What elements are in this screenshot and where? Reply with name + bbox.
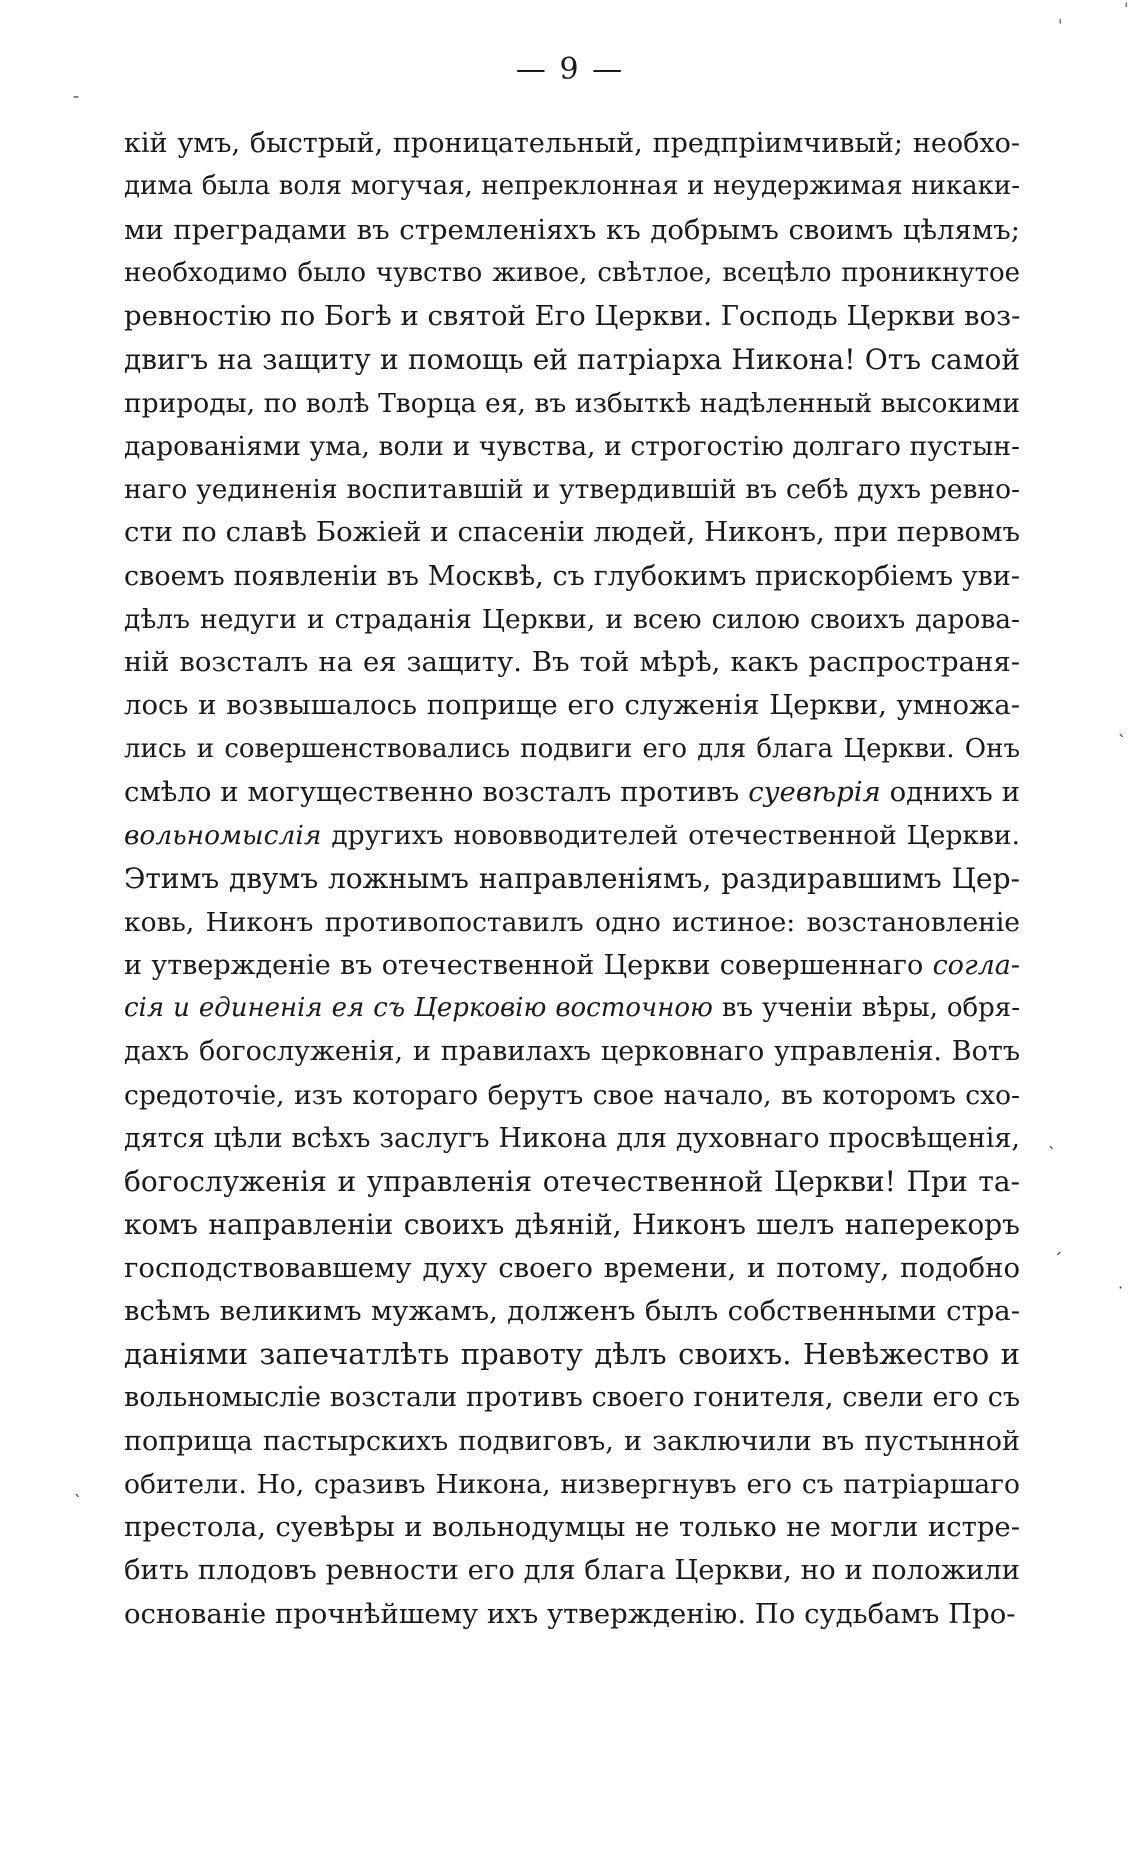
page-number: — 9 — [515,52,625,87]
text-line [124,987,1020,1030]
text-line [124,901,1020,944]
text-segment: смѣло и могущественно возсталъ противъ [124,775,749,808]
text-segment: ній возсталъ на ея защиту. Въ той мѣрѣ, какъ распространя- [124,646,1020,678]
body-text [124,122,1020,1636]
text-segment: въ ученіи вѣры, обря- [712,993,1020,1023]
italic-text-segment: суевѣрія [748,775,881,808]
text-segment: и утвержденіе въ отечественной Церкви совершеннаго [124,949,933,981]
text-segment: кій умъ, быстрый, проницательный, предпріимчивый; необхо- [124,128,1020,159]
text-line [124,1247,1020,1290]
text-line [124,1333,1020,1376]
text-line [124,857,1020,900]
text-segment: другихъ нововводителей отечественной Церкви. [321,820,1020,851]
italic-text-segment: сія и единенія ея съ Церковію восточною [124,993,713,1023]
text-segment: господствовавшему духу своего времени, и потому, подобно [124,1251,1020,1284]
scan-speck: ˎ [74,1478,82,1497]
text-line [124,1030,1020,1073]
text-segment: ревностію по Богѣ и святой Его Церкви. Господь Церкви воз- [124,300,1021,332]
text-line [124,1593,1020,1636]
text-segment: даніями запечатлѣть правоту дѣлъ своихъ. Невѣжество и [124,1337,1020,1371]
text-segment: природы, по волѣ Творца ея, въ избыткѣ надѣленный высокими [124,387,1020,419]
scan-speck: ˎ [1048,1130,1056,1149]
text-segment: дятся цѣли всѣхъ заслугъ Никона для духовнаго просвѣщенія, [124,1122,1020,1154]
scan-speck: · [1118,1278,1124,1297]
text-line [124,814,1020,857]
text-segment: основаніе прочнѣйшему ихъ утвержденію. По судьбамъ Про- [124,1597,1016,1630]
text-line [124,944,1020,987]
text-line [124,338,1020,381]
text-line [124,1290,1020,1333]
text-line [124,511,1020,554]
text-line [124,1203,1020,1246]
text-line [124,382,1020,425]
scan-speck: ˈ [1124,0,1129,19]
text-line [124,641,1020,684]
text-line [124,1463,1020,1506]
text-segment: своемъ появленіи въ Москвѣ, съ глубокимъ прискорбіемъ уви- [124,560,1020,592]
text-segment: Этимъ двумъ ложнымъ направленіямъ, раздиравшимъ Цер- [124,862,1020,896]
text-line [124,771,1020,814]
text-segment: престола, суевѣры и вольнодумцы не только не могли истре- [124,1511,1020,1543]
text-segment: обители. Но, сразивъ Никона, низвергнувъ его съ патріаршаго [124,1468,1020,1500]
text-line [124,598,1020,641]
text-line [124,209,1020,252]
text-line [124,1506,1020,1549]
text-segment: сти по славѣ Божіей и спасеніи людей, Никонъ, при первомъ [124,516,1020,549]
text-line [124,295,1020,338]
text-segment: комъ направленіи своихъ дѣяній, Никонъ шелъ наперекоръ [124,1208,1020,1242]
text-line [124,425,1020,468]
text-line [124,1160,1020,1203]
text-segment: средоточіе, изъ котораго берутъ свое начало, въ которомъ схо- [124,1079,1020,1111]
text-segment: дѣлъ недуги и страданія Церкви, и всею силою своихъ дарова- [124,603,1020,635]
text-segment: богослуженія и управленія отечественной Церкви! При та- [124,1165,1020,1198]
text-line [124,1420,1020,1463]
text-segment: наго уединенія воспитавшій и утвердившій въ себѣ духъ ревно- [124,474,1020,505]
text-segment: дима была воля могучая, непреклонная и неудержимая никаки- [124,171,1020,202]
text-segment: лись и совершенствовались подвиги его для блага Церкви. Онъ [124,733,1020,764]
text-segment: однихъ и [880,775,1020,808]
text-line [124,122,1020,165]
text-segment: вольномысліе возстали противъ своего гонителя, свели его съ [124,1382,1020,1414]
text-segment: двигъ на защиту и помощь ей патріарха Никона! Отъ самой [124,343,1020,377]
text-line [124,728,1020,771]
scan-speck: ˏ [1054,1236,1062,1255]
italic-text-segment: согла- [932,949,1020,981]
text-segment: ми преградами въ стремленіяхъ къ добрымъ своимъ цѣлямъ; [124,213,1020,246]
scan-speck: ˎ [1118,718,1126,737]
text-line [124,252,1020,295]
text-line [124,165,1020,208]
text-segment: дахъ богослуженія, и правилахъ церковнаго управленія. Вотъ [124,1036,1020,1068]
text-segment: всѣмъ великимъ мужамъ, долженъ былъ собственными стра- [124,1294,1020,1327]
text-line [124,1549,1020,1592]
scan-speck: ˌ [1058,6,1063,25]
text-segment: бить плодовъ ревности его для блага Церкви, но и положили [124,1554,1020,1587]
text-line [124,1376,1020,1419]
text-line [124,1117,1020,1160]
text-segment: поприща пастырскихъ подвиговъ, и заключили въ пустынной [124,1425,1020,1457]
text-segment: ковь, Никонъ противопоставилъ одно истиное: возстановленіе [124,906,1020,938]
text-line [124,1074,1020,1117]
text-segment: необходимо было чувство живое, свѣтлое, всецѣло проникнутое [124,257,1020,288]
text-line [124,555,1020,598]
text-segment: дарованіями ума, воли и чувства, и строгостію долгаго пустын- [124,430,1020,462]
text-line [124,468,1020,511]
text-line [124,684,1020,727]
italic-text-segment: вольномыслія [124,820,322,851]
text-segment: лось и возвышалось поприще его служенія Церкви, умножа- [124,689,1020,722]
scan-speck: ˍ [72,80,80,99]
